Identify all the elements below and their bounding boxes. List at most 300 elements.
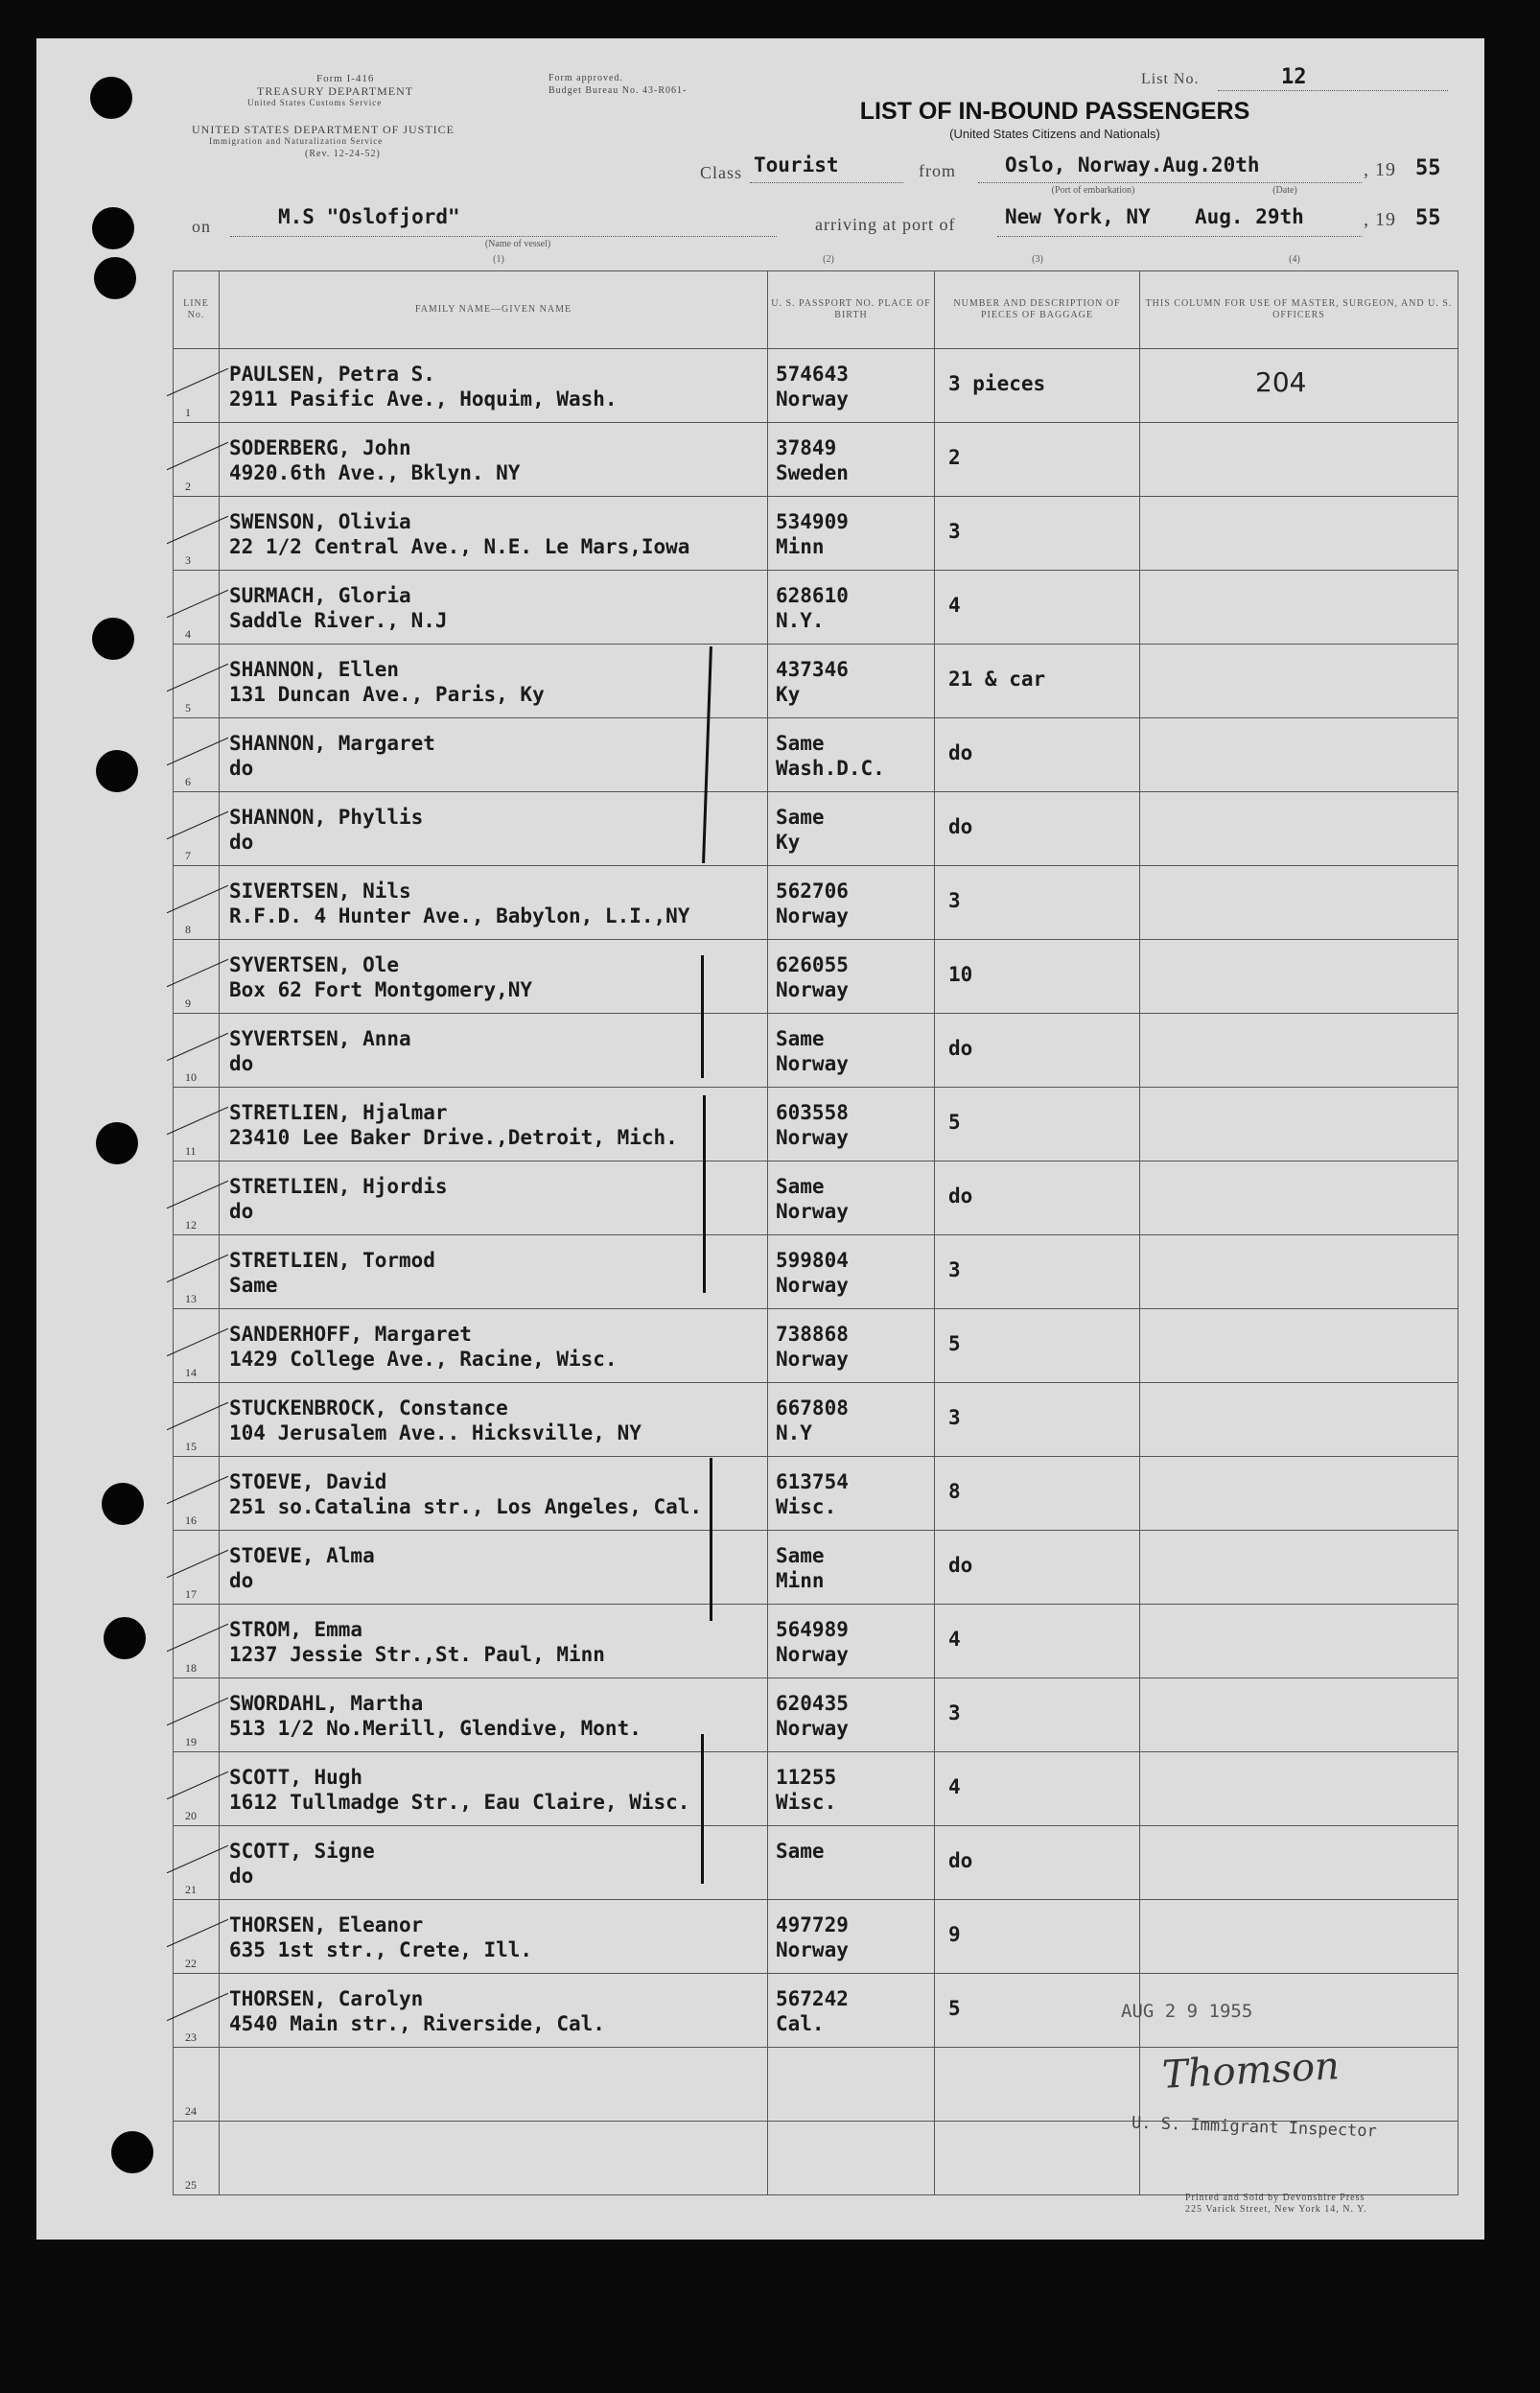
passenger-name: SHANNON, Ellen (229, 658, 400, 681)
line-number: 12 (185, 1218, 197, 1232)
cell-line (174, 1974, 220, 2048)
cell-passport (768, 349, 935, 423)
date-hint: (Date) (1272, 185, 1297, 196)
cell-passport (768, 1235, 935, 1309)
cell-name (220, 1531, 768, 1605)
place-of-birth: Norway (776, 1126, 849, 1149)
cell-name (220, 1605, 768, 1678)
baggage-count: do (948, 741, 973, 764)
table-row (174, 1088, 1458, 1161)
baggage-count: do (948, 1554, 973, 1577)
table-row (174, 1235, 1458, 1309)
baggage-count: do (948, 1185, 973, 1208)
passenger-name: SANDERHOFF, Margaret (229, 1323, 472, 1346)
cell-officers (1140, 349, 1458, 423)
binder-hole (90, 77, 132, 119)
passport-number: 37849 (776, 436, 837, 459)
cell-line (174, 2048, 220, 2122)
place-of-birth: Norway (776, 387, 849, 411)
printer-line-2: 225 Varick Street, New York 14, N. Y. (1185, 2204, 1367, 2215)
baggage-count: 8 (948, 1480, 961, 1503)
baggage-count: 4 (948, 1628, 961, 1651)
passenger-name: PAULSEN, Petra S. (229, 363, 435, 386)
cell-line (174, 1383, 220, 1457)
cell-baggage (935, 1974, 1140, 2048)
cell-line (174, 571, 220, 645)
place-of-birth: Norway (776, 1643, 849, 1666)
passenger-address: 1429 College Ave., Racine, Wisc. (229, 1348, 618, 1371)
cell-passport (768, 1605, 935, 1678)
binder-hole (94, 257, 136, 299)
arrival-date: Aug. 29th (1195, 205, 1304, 228)
cell-line (174, 1678, 220, 1752)
line-number: 8 (185, 923, 191, 936)
line-number: 3 (185, 553, 191, 567)
cell-line (174, 1235, 220, 1309)
cell-name (220, 1826, 768, 1900)
binder-hole (104, 1617, 146, 1659)
cell-name (220, 1161, 768, 1235)
cell-baggage (935, 1531, 1140, 1605)
cell-name (220, 1752, 768, 1826)
cell-line (174, 1014, 220, 1088)
passenger-name: SCOTT, Hugh (229, 1766, 363, 1789)
cell-officers (1140, 1309, 1458, 1383)
cell-passport (768, 1826, 935, 1900)
cell-baggage (935, 1309, 1140, 1383)
binder-hole (102, 1483, 144, 1525)
line-number: 24 (185, 2104, 197, 2118)
cell-line (174, 349, 220, 423)
cell-passport (768, 940, 935, 1014)
table-row (174, 1974, 1458, 2048)
passport-number: 626055 (776, 953, 849, 976)
baggage-count: do (948, 1037, 973, 1060)
line-number: 18 (185, 1661, 197, 1675)
passport-number: 567242 (776, 1987, 849, 2010)
cell-passport (768, 792, 935, 866)
passenger-address: R.F.D. 4 Hunter Ave., Babylon, L.I.,NY (229, 904, 690, 927)
col-name: FAMILY NAME—GIVEN NAME (220, 271, 768, 349)
cell-baggage (935, 866, 1140, 940)
passenger-name: SYVERTSEN, Anna (229, 1027, 411, 1050)
binder-hole (96, 750, 138, 792)
family-bracket (701, 1734, 704, 1884)
cell-passport (768, 2048, 935, 2122)
passport-number: 628610 (776, 584, 849, 607)
place-of-birth: Norway (776, 978, 849, 1001)
passenger-address: 22 1/2 Central Ave., N.E. Le Mars,Iowa (229, 535, 690, 558)
cell-baggage (935, 349, 1140, 423)
passenger-name: SURMACH, Gloria (229, 584, 411, 607)
passport-number: 562706 (776, 880, 849, 903)
place-of-birth: Ky (776, 683, 801, 706)
cell-name (220, 1088, 768, 1161)
cell-name (220, 571, 768, 645)
cell-line (174, 792, 220, 866)
passport-number: 564989 (776, 1618, 849, 1641)
table-row (174, 423, 1458, 497)
arriving-label: arriving at port of (815, 215, 956, 234)
passenger-address: 4540 Main str., Riverside, Cal. (229, 2012, 605, 2035)
table-row (174, 940, 1458, 1014)
passenger-address: do (229, 1865, 254, 1888)
passenger-address: Box 62 Fort Montgomery,NY (229, 978, 533, 1001)
place-of-birth: Minn (776, 535, 825, 558)
passenger-address: 104 Jerusalem Ave.. Hicksville, NY (229, 1421, 642, 1444)
treasury-dept: TREASURY DEPARTMENT (257, 84, 414, 98)
table-row (174, 1900, 1458, 1974)
passport-number: 738868 (776, 1323, 849, 1346)
form-title: LIST OF IN-BOUND PASSENGERS (859, 98, 1250, 125)
list-number: 12 (1281, 65, 1307, 89)
cell-line (174, 2122, 220, 2195)
cell-line (174, 1752, 220, 1826)
passenger-address: do (229, 1052, 254, 1075)
embarkation-port: Oslo, Norway.Aug.20th (1005, 153, 1260, 176)
arrival-port: New York, NY (1005, 205, 1151, 228)
cell-line (174, 423, 220, 497)
passport-number: Same (776, 1175, 825, 1198)
cell-line (174, 645, 220, 718)
cell-officers (1140, 1383, 1458, 1457)
cell-passport (768, 1752, 935, 1826)
cell-baggage (935, 1014, 1140, 1088)
cell-passport (768, 1014, 935, 1088)
passenger-name: THORSEN, Eleanor (229, 1913, 424, 1936)
cell-passport (768, 571, 935, 645)
arrival-year: 55 (1415, 206, 1441, 230)
cell-name (220, 1235, 768, 1309)
cell-passport (768, 1383, 935, 1457)
baggage-count: 21 & car (948, 668, 1046, 691)
form-number: Form I-416 (316, 73, 375, 84)
line-number: 10 (185, 1070, 197, 1084)
place-of-birth: Wisc. (776, 1495, 837, 1518)
cell-passport (768, 1088, 935, 1161)
passport-number: 620435 (776, 1692, 849, 1715)
cell-name (220, 497, 768, 571)
baggage-count: 4 (948, 1775, 961, 1798)
passenger-address: 1237 Jessie Str.,St. Paul, Minn (229, 1643, 605, 1666)
passenger-address: 23410 Lee Baker Drive.,Detroit, Mich. (229, 1126, 678, 1149)
place-of-birth: Ky (776, 831, 801, 854)
cell-line (174, 1605, 220, 1678)
inspector-title: U. S. Immigrant Inspector (1131, 2113, 1378, 2142)
line-number: 2 (185, 480, 191, 493)
passenger-name: STRETLIEN, Tormod (229, 1249, 435, 1272)
cell-baggage (935, 497, 1140, 571)
table-row (174, 1531, 1458, 1605)
on-label: on (192, 217, 211, 236)
cell-passport (768, 718, 935, 792)
cell-baggage (935, 1605, 1140, 1678)
cell-baggage (935, 2048, 1140, 2122)
line-number: 16 (185, 1513, 197, 1527)
table-row (174, 1678, 1458, 1752)
table-row (174, 1826, 1458, 1900)
place-of-birth: Sweden (776, 461, 849, 484)
cell-baggage (935, 1752, 1140, 1826)
table-row (174, 718, 1458, 792)
col-officers: THIS COLUMN FOR USE OF MASTER, SURGEON, AND U. S. OFFICERS (1140, 271, 1458, 349)
passenger-address: do (229, 831, 254, 854)
cell-baggage (935, 718, 1140, 792)
passenger-address: 4920.6th Ave., Bklyn. NY (229, 461, 521, 484)
cell-passport (768, 1678, 935, 1752)
line-number: 25 (185, 2178, 197, 2192)
budget-bureau: Budget Bureau No. 43-R061- (548, 85, 688, 96)
table-row (174, 571, 1458, 645)
printer-line-1: Printed and Sold by Devonshire Press (1185, 2193, 1365, 2203)
cell-name (220, 940, 768, 1014)
cell-officers (1140, 645, 1458, 718)
passenger-name: SHANNON, Phyllis (229, 806, 424, 829)
passenger-name: SWENSON, Olivia (229, 510, 411, 533)
family-bracket (710, 1458, 712, 1621)
baggage-count: 4 (948, 594, 961, 617)
baggage-count: 5 (948, 1997, 961, 2020)
baggage-count: 3 (948, 1406, 961, 1429)
table-row (174, 497, 1458, 571)
baggage-count: 2 (948, 446, 961, 469)
baggage-count: 10 (948, 963, 973, 986)
passport-number: Same (776, 1027, 825, 1050)
cell-passport (768, 1457, 935, 1531)
form-subtitle: (United States Citizens and Nationals) (949, 127, 1160, 141)
port-hint: (Port of embarkation) (1051, 185, 1135, 196)
cell-name (220, 866, 768, 940)
baggage-count: 3 pieces (948, 372, 1046, 395)
cell-name (220, 1678, 768, 1752)
cell-name (220, 2122, 768, 2195)
cell-officers (1140, 571, 1458, 645)
passport-number: Same (776, 732, 825, 755)
cell-name (220, 1383, 768, 1457)
cell-passport (768, 497, 935, 571)
cell-baggage (935, 2122, 1140, 2195)
baggage-count: do (948, 1849, 973, 1872)
line-number: 11 (185, 1144, 197, 1158)
passenger-name: THORSEN, Carolyn (229, 1987, 424, 2010)
passenger-address: 635 1st str., Crete, Ill. (229, 1938, 533, 1961)
line-number: 15 (185, 1440, 197, 1453)
line-number: 19 (185, 1735, 197, 1748)
table-row (174, 1161, 1458, 1235)
cell-line (174, 497, 220, 571)
passenger-name: STOEVE, Alma (229, 1544, 375, 1567)
place-of-birth: Wisc. (776, 1791, 837, 1814)
cell-baggage (935, 940, 1140, 1014)
place-of-birth: Norway (776, 1938, 849, 1961)
table-row (174, 1752, 1458, 1826)
passenger-address: do (229, 757, 254, 780)
cell-officers (1140, 1161, 1458, 1235)
ins-service: Immigration and Naturalization Service (209, 136, 384, 146)
binder-hole (96, 1122, 138, 1164)
place-of-birth: Minn (776, 1569, 825, 1592)
cell-officers (1140, 1678, 1458, 1752)
passenger-name: SCOTT, Signe (229, 1840, 375, 1863)
line-number: 20 (185, 1809, 197, 1822)
binder-hole (111, 2131, 153, 2173)
passenger-address: 1612 Tullmadge Str., Eau Claire, Wisc. (229, 1791, 690, 1814)
passport-number: Same (776, 1840, 825, 1863)
baggage-count: 5 (948, 1111, 961, 1134)
family-bracket (703, 1095, 706, 1293)
table-row (174, 1457, 1458, 1531)
cell-officers (1140, 1531, 1458, 1605)
passport-number: 667808 (776, 1396, 849, 1419)
cell-baggage (935, 1900, 1140, 1974)
cell-passport (768, 423, 935, 497)
from-label: from (919, 161, 956, 180)
customs-service: United States Customs Service (247, 98, 383, 107)
cell-line (174, 718, 220, 792)
passport-number: 603558 (776, 1101, 849, 1124)
col-num-3: (3) (1032, 254, 1043, 265)
line-number: 22 (185, 1957, 197, 1970)
cell-officers (1140, 1235, 1458, 1309)
cell-line (174, 1531, 220, 1605)
table-row (174, 792, 1458, 866)
line-number: 6 (185, 775, 191, 788)
cell-officers (1140, 497, 1458, 571)
cell-line (174, 1900, 220, 1974)
cell-line (174, 940, 220, 1014)
cell-name (220, 1309, 768, 1383)
cell-name (220, 1014, 768, 1088)
passport-number: 613754 (776, 1470, 849, 1493)
embark-year: 55 (1415, 156, 1441, 180)
cell-officers (1140, 718, 1458, 792)
passenger-name: STUCKENBROCK, Constance (229, 1396, 508, 1419)
line-number: 7 (185, 849, 191, 862)
baggage-count: 3 (948, 1258, 961, 1281)
passenger-address: 513 1/2 No.Merill, Glendive, Mont. (229, 1717, 642, 1740)
baggage-count: 3 (948, 889, 961, 912)
table-row (174, 866, 1458, 940)
cell-line (174, 1161, 220, 1235)
line-number: 9 (185, 997, 191, 1010)
place-of-birth: Norway (776, 1200, 849, 1223)
line-number: 4 (185, 627, 191, 641)
cell-baggage (935, 645, 1140, 718)
year-prefix-2: , 19 (1364, 209, 1396, 230)
col-line-no: LINE No. (174, 271, 220, 349)
cell-name (220, 718, 768, 792)
inspector-signature: Thomson (1160, 2044, 1341, 2098)
col-num-4: (4) (1289, 254, 1300, 265)
place-of-birth: N.Y (776, 1421, 812, 1444)
cell-baggage (935, 792, 1140, 866)
baggage-count: 5 (948, 1332, 961, 1355)
col-baggage: NUMBER AND DESCRIPTION OF PIECES OF BAGGAGE (935, 271, 1140, 349)
cell-line (174, 1826, 220, 1900)
cell-name (220, 1457, 768, 1531)
cell-officers (1140, 1605, 1458, 1678)
passenger-name: SODERBERG, John (229, 436, 411, 459)
cell-baggage (935, 1678, 1140, 1752)
passport-number: 534909 (776, 510, 849, 533)
cell-name (220, 349, 768, 423)
cell-passport (768, 1309, 935, 1383)
passenger-address: 2911 Pasific Ave., Hoquim, Wash. (229, 387, 618, 411)
cell-name (220, 645, 768, 718)
year-prefix: , 19 (1364, 159, 1396, 180)
col-num-2: (2) (823, 254, 834, 265)
table-header (174, 271, 1458, 349)
col-passport: U. S. PASSPORT NO. PLACE OF BIRTH (768, 271, 935, 349)
table-row (174, 645, 1458, 718)
line-number: 23 (185, 2030, 197, 2044)
cell-officers (1140, 1826, 1458, 1900)
cell-officers (1140, 792, 1458, 866)
passenger-address: do (229, 1200, 254, 1223)
table-row (174, 349, 1458, 423)
cell-name (220, 1900, 768, 1974)
passport-number: 574643 (776, 363, 849, 386)
cell-officers (1140, 423, 1458, 497)
passenger-address: Saddle River., N.J (229, 609, 448, 632)
cell-line (174, 866, 220, 940)
officer-note: AUG 2 9 1955 (1121, 2001, 1253, 2022)
cell-officers (1140, 1457, 1458, 1531)
baggage-count: 9 (948, 1923, 961, 1946)
cell-baggage (935, 1457, 1140, 1531)
cell-officers (1140, 940, 1458, 1014)
passenger-name: STRETLIEN, Hjordis (229, 1175, 448, 1198)
line-number: 13 (185, 1292, 197, 1305)
cell-baggage (935, 1161, 1140, 1235)
cell-passport (768, 1900, 935, 1974)
passenger-table (173, 270, 1458, 2195)
cell-baggage (935, 571, 1140, 645)
cell-officers (1121, 1974, 1458, 2048)
cell-passport (768, 1531, 935, 1605)
passenger-name: STRETLIEN, Hjalmar (229, 1101, 448, 1124)
cell-officers (1140, 1900, 1458, 1974)
cell-passport (768, 866, 935, 940)
cell-officers (1140, 1014, 1458, 1088)
passport-number: 11255 (776, 1766, 837, 1789)
binder-hole (92, 618, 134, 660)
line-number: 5 (185, 701, 191, 715)
baggage-count: 3 (948, 1701, 961, 1724)
line-number: 14 (185, 1366, 197, 1379)
place-of-birth: Norway (776, 904, 849, 927)
line-number: 21 (185, 1883, 197, 1896)
table-row (174, 1309, 1458, 1383)
cell-name (220, 1974, 768, 2048)
baggage-count: do (948, 815, 973, 838)
cell-baggage (935, 423, 1140, 497)
cell-name (220, 423, 768, 497)
col-num-1: (1) (493, 254, 504, 265)
list-number-label: List No. (1141, 71, 1200, 87)
cell-line (174, 1457, 220, 1531)
class-value: Tourist (754, 153, 839, 176)
cell-officers (1140, 1752, 1458, 1826)
cell-baggage (935, 1088, 1140, 1161)
binder-hole (92, 207, 134, 249)
justice-dept: UNITED STATES DEPARTMENT OF JUSTICE (192, 123, 455, 136)
cell-baggage (935, 1383, 1140, 1457)
cell-baggage (935, 1235, 1140, 1309)
cell-baggage (935, 1826, 1140, 1900)
cell-officers (1140, 1088, 1458, 1161)
table-row (174, 1014, 1458, 1088)
